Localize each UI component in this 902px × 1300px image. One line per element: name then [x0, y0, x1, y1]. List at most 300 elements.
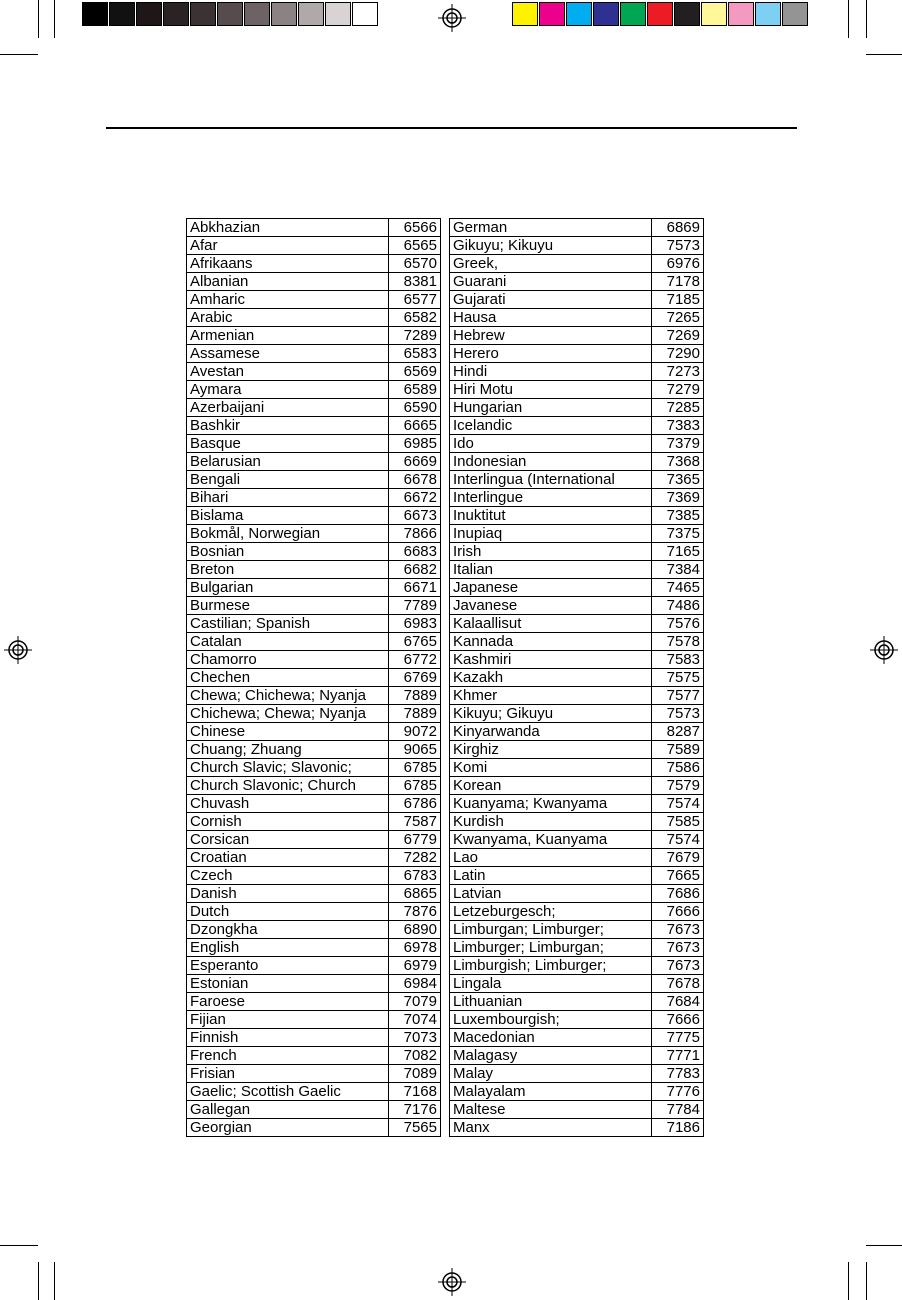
language-name: Limburgish; Limburger;	[450, 957, 652, 975]
crop-mark	[38, 1262, 39, 1300]
table-row	[187, 903, 441, 921]
language-name: Castilian; Spanish	[187, 615, 389, 633]
language-code: 6785	[389, 777, 441, 795]
language-code: 7273	[652, 363, 704, 381]
crop-mark	[866, 0, 867, 38]
table-row	[187, 669, 441, 687]
table-row	[187, 579, 441, 597]
language-code: 7573	[652, 237, 704, 255]
language-code: 7789	[389, 597, 441, 615]
registration-mark-icon	[870, 636, 898, 664]
table-row	[187, 1119, 441, 1137]
table-row	[450, 219, 704, 237]
color-swatch	[271, 2, 297, 26]
color-swatch	[136, 2, 162, 26]
table-row	[187, 687, 441, 705]
table-row	[450, 669, 704, 687]
table-row	[187, 975, 441, 993]
table-row	[187, 399, 441, 417]
language-name: Limburger; Limburgan;	[450, 939, 652, 957]
language-name: Inupiaq	[450, 525, 652, 543]
language-name: Javanese	[450, 597, 652, 615]
language-code: 6577	[389, 291, 441, 309]
table-row	[187, 651, 441, 669]
table-row	[450, 435, 704, 453]
language-code: 6672	[389, 489, 441, 507]
language-name: Bengali	[187, 471, 389, 489]
language-code: 7575	[652, 669, 704, 687]
language-name: Czech	[187, 867, 389, 885]
language-code: 7578	[652, 633, 704, 651]
table-row	[450, 723, 704, 741]
language-name: Croatian	[187, 849, 389, 867]
registration-mark-icon	[4, 636, 32, 664]
language-name: Kazakh	[450, 669, 652, 687]
language-code: 7866	[389, 525, 441, 543]
table-row	[450, 1011, 704, 1029]
table-row	[187, 1047, 441, 1065]
table-row	[187, 957, 441, 975]
table-row	[187, 759, 441, 777]
table-row	[187, 417, 441, 435]
language-name: Gujarati	[450, 291, 652, 309]
language-name: Chichewa; Chewa; Nyanja	[187, 705, 389, 723]
language-code: 7385	[652, 507, 704, 525]
language-code-table-left	[186, 218, 441, 1137]
table-row	[187, 237, 441, 255]
language-code: 6983	[389, 615, 441, 633]
language-name: Manx	[450, 1119, 652, 1137]
table-row	[187, 543, 441, 561]
language-code: 7587	[389, 813, 441, 831]
language-code: 7665	[652, 867, 704, 885]
language-name: Khmer	[450, 687, 652, 705]
color-swatch	[298, 2, 324, 26]
table-row	[450, 651, 704, 669]
language-code: 7269	[652, 327, 704, 345]
language-code: 7684	[652, 993, 704, 1011]
language-code: 6783	[389, 867, 441, 885]
language-code: 7784	[652, 1101, 704, 1119]
language-name: Letzeburgesch;	[450, 903, 652, 921]
color-swatch	[755, 2, 781, 26]
process-color-bar	[512, 2, 809, 26]
color-swatch	[512, 2, 538, 26]
language-name: Interlingue	[450, 489, 652, 507]
color-swatch	[728, 2, 754, 26]
language-code: 6569	[389, 363, 441, 381]
language-code: 6582	[389, 309, 441, 327]
language-code: 7586	[652, 759, 704, 777]
table-row	[187, 453, 441, 471]
language-name: Malayalam	[450, 1083, 652, 1101]
language-code: 7282	[389, 849, 441, 867]
language-name: Kikuyu; Gikuyu	[450, 705, 652, 723]
language-code: 7574	[652, 831, 704, 849]
table-row	[450, 1101, 704, 1119]
table-row	[450, 525, 704, 543]
language-name: Limburgan; Limburger;	[450, 921, 652, 939]
crop-mark	[0, 1245, 38, 1246]
table-row	[187, 1065, 441, 1083]
language-code: 7375	[652, 525, 704, 543]
language-name: Frisian	[187, 1065, 389, 1083]
table-row	[450, 417, 704, 435]
language-name: Kashmiri	[450, 651, 652, 669]
language-name: Malay	[450, 1065, 652, 1083]
table-row	[187, 741, 441, 759]
language-name: Fijian	[187, 1011, 389, 1029]
language-name: Japanese	[450, 579, 652, 597]
language-name: Arabic	[187, 309, 389, 327]
language-code: 7576	[652, 615, 704, 633]
table-row	[187, 219, 441, 237]
table-row	[187, 327, 441, 345]
language-code: 8381	[389, 273, 441, 291]
table-row	[187, 615, 441, 633]
table-row	[187, 885, 441, 903]
table-row	[187, 363, 441, 381]
language-code: 6985	[389, 435, 441, 453]
language-code: 6978	[389, 939, 441, 957]
language-name: Latin	[450, 867, 652, 885]
crop-mark	[54, 0, 55, 38]
language-code: 6682	[389, 561, 441, 579]
table-row	[187, 381, 441, 399]
language-name: Avestan	[187, 363, 389, 381]
table-row	[187, 471, 441, 489]
language-name: Bislama	[187, 507, 389, 525]
language-name: Komi	[450, 759, 652, 777]
language-code: 7573	[652, 705, 704, 723]
language-name: Greek,	[450, 255, 652, 273]
table-row	[450, 885, 704, 903]
table-row	[450, 1029, 704, 1047]
color-swatch	[325, 2, 351, 26]
language-name: Kirghiz	[450, 741, 652, 759]
table-row	[187, 291, 441, 309]
language-name: Chewa; Chichewa; Nyanja	[187, 687, 389, 705]
language-code: 7486	[652, 597, 704, 615]
color-swatch	[244, 2, 270, 26]
table-row	[187, 309, 441, 327]
language-name: Luxembourgish;	[450, 1011, 652, 1029]
language-code: 6678	[389, 471, 441, 489]
language-code: 7384	[652, 561, 704, 579]
language-name: Bulgarian	[187, 579, 389, 597]
language-code: 6673	[389, 507, 441, 525]
language-code: 6779	[389, 831, 441, 849]
language-name: Church Slavonic; Church	[187, 777, 389, 795]
color-swatch	[217, 2, 243, 26]
table-row	[187, 561, 441, 579]
language-name: Chuang; Zhuang	[187, 741, 389, 759]
language-name: Abkhazian	[187, 219, 389, 237]
language-name: Estonian	[187, 975, 389, 993]
table-row	[450, 795, 704, 813]
color-swatch	[620, 2, 646, 26]
language-name: Indonesian	[450, 453, 652, 471]
grayscale-color-bar	[82, 2, 379, 26]
language-name: German	[450, 219, 652, 237]
table-row	[187, 705, 441, 723]
crop-mark	[54, 1262, 55, 1300]
language-name: Hebrew	[450, 327, 652, 345]
table-row	[450, 309, 704, 327]
language-code: 8287	[652, 723, 704, 741]
language-name: Kwanyama, Kuanyama	[450, 831, 652, 849]
language-name: Irish	[450, 543, 652, 561]
language-name: Aymara	[187, 381, 389, 399]
table-row	[187, 345, 441, 363]
color-swatch	[163, 2, 189, 26]
language-name: Bosnian	[187, 543, 389, 561]
language-name: Dutch	[187, 903, 389, 921]
language-code: 7465	[652, 579, 704, 597]
table-row	[187, 633, 441, 651]
language-name: Church Slavic; Slavonic;	[187, 759, 389, 777]
language-code: 6786	[389, 795, 441, 813]
table-row	[450, 597, 704, 615]
table-row	[450, 237, 704, 255]
table-row	[450, 831, 704, 849]
language-code: 6865	[389, 885, 441, 903]
language-code: 6772	[389, 651, 441, 669]
registration-mark-icon	[438, 4, 466, 32]
language-name: Chinese	[187, 723, 389, 741]
table-row	[450, 687, 704, 705]
language-code: 6665	[389, 417, 441, 435]
language-code: 7889	[389, 705, 441, 723]
language-code: 6566	[389, 219, 441, 237]
language-code: 6570	[389, 255, 441, 273]
language-code: 7285	[652, 399, 704, 417]
table-row	[187, 273, 441, 291]
table-row	[450, 993, 704, 1011]
language-code: 6890	[389, 921, 441, 939]
language-name: Albanian	[187, 273, 389, 291]
language-name: Kuanyama; Kwanyama	[450, 795, 652, 813]
language-code: 9065	[389, 741, 441, 759]
language-name: Belarusian	[187, 453, 389, 471]
table-row	[187, 1029, 441, 1047]
language-name: Bokmål, Norwegian	[187, 525, 389, 543]
table-row	[450, 327, 704, 345]
language-name: Macedonian	[450, 1029, 652, 1047]
table-row	[450, 705, 704, 723]
language-code: 7279	[652, 381, 704, 399]
language-name: Faroese	[187, 993, 389, 1011]
language-name: Hausa	[450, 309, 652, 327]
table-row	[450, 759, 704, 777]
color-swatch	[593, 2, 619, 26]
table-row	[187, 435, 441, 453]
language-code: 7185	[652, 291, 704, 309]
table-row	[450, 273, 704, 291]
crop-mark	[848, 1262, 849, 1300]
color-swatch	[566, 2, 592, 26]
language-code: 7178	[652, 273, 704, 291]
language-code: 7079	[389, 993, 441, 1011]
language-name: Bihari	[187, 489, 389, 507]
language-code: 6683	[389, 543, 441, 561]
table-row	[187, 1101, 441, 1119]
crop-mark	[866, 1245, 902, 1246]
language-code: 7074	[389, 1011, 441, 1029]
language-name: Catalan	[187, 633, 389, 651]
language-code-table-right	[449, 218, 704, 1137]
language-code: 7783	[652, 1065, 704, 1083]
table-row	[450, 849, 704, 867]
language-code: 6976	[652, 255, 704, 273]
language-code: 6869	[652, 219, 704, 237]
language-code: 7368	[652, 453, 704, 471]
language-code: 7775	[652, 1029, 704, 1047]
table-row	[450, 867, 704, 885]
table-row	[187, 507, 441, 525]
language-code: 6979	[389, 957, 441, 975]
language-code: 7583	[652, 651, 704, 669]
table-row	[187, 993, 441, 1011]
table-row	[450, 255, 704, 273]
table-row	[450, 633, 704, 651]
table-row	[187, 849, 441, 867]
language-name: Maltese	[450, 1101, 652, 1119]
language-code: 6669	[389, 453, 441, 471]
language-name: Italian	[450, 561, 652, 579]
language-code: 7666	[652, 1011, 704, 1029]
language-name: Chechen	[187, 669, 389, 687]
language-code: 7168	[389, 1083, 441, 1101]
language-code: 6765	[389, 633, 441, 651]
color-swatch	[352, 2, 378, 26]
language-code: 6671	[389, 579, 441, 597]
crop-mark	[848, 0, 849, 38]
language-code: 7176	[389, 1101, 441, 1119]
language-code: 7776	[652, 1083, 704, 1101]
language-name: Chuvash	[187, 795, 389, 813]
language-name: Esperanto	[187, 957, 389, 975]
language-name: English	[187, 939, 389, 957]
table-row	[450, 1119, 704, 1137]
language-name: Armenian	[187, 327, 389, 345]
language-name: Georgian	[187, 1119, 389, 1137]
table-row	[187, 795, 441, 813]
table-row	[450, 777, 704, 795]
crop-mark	[866, 54, 902, 55]
language-code: 7089	[389, 1065, 441, 1083]
table-row	[450, 1047, 704, 1065]
language-name: Kinyarwanda	[450, 723, 652, 741]
language-code: 7290	[652, 345, 704, 363]
language-code: 7289	[389, 327, 441, 345]
language-name: Kurdish	[450, 813, 652, 831]
language-name: Corsican	[187, 831, 389, 849]
language-code: 7577	[652, 687, 704, 705]
language-name: Chamorro	[187, 651, 389, 669]
language-code: 7679	[652, 849, 704, 867]
table-row	[187, 525, 441, 543]
table-row	[187, 777, 441, 795]
language-code: 7565	[389, 1119, 441, 1137]
language-name: Azerbaijani	[187, 399, 389, 417]
language-name: Gallegan	[187, 1101, 389, 1119]
language-name: Danish	[187, 885, 389, 903]
table-row	[187, 597, 441, 615]
language-name: Bashkir	[187, 417, 389, 435]
language-name: French	[187, 1047, 389, 1065]
table-row	[450, 561, 704, 579]
table-row	[450, 615, 704, 633]
language-code: 9072	[389, 723, 441, 741]
language-code: 6583	[389, 345, 441, 363]
language-code: 6769	[389, 669, 441, 687]
language-name: Hungarian	[450, 399, 652, 417]
language-code: 7365	[652, 471, 704, 489]
language-name: Korean	[450, 777, 652, 795]
language-name: Latvian	[450, 885, 652, 903]
language-name: Cornish	[187, 813, 389, 831]
header-rule	[106, 127, 797, 129]
table-row	[450, 453, 704, 471]
table-row	[450, 489, 704, 507]
language-code: 7889	[389, 687, 441, 705]
language-code: 7771	[652, 1047, 704, 1065]
color-swatch	[109, 2, 135, 26]
color-swatch	[782, 2, 808, 26]
language-code: 7678	[652, 975, 704, 993]
color-swatch	[674, 2, 700, 26]
language-name: Interlingua (International	[450, 471, 652, 489]
language-name: Burmese	[187, 597, 389, 615]
language-code: 7673	[652, 957, 704, 975]
language-name: Amharic	[187, 291, 389, 309]
language-name: Afrikaans	[187, 255, 389, 273]
language-code: 7369	[652, 489, 704, 507]
table-row	[450, 975, 704, 993]
language-code: 6590	[389, 399, 441, 417]
language-code: 6984	[389, 975, 441, 993]
table-row	[450, 579, 704, 597]
language-name: Lithuanian	[450, 993, 652, 1011]
table-row	[450, 957, 704, 975]
language-name: Guarani	[450, 273, 652, 291]
language-name: Assamese	[187, 345, 389, 363]
table-row	[187, 813, 441, 831]
language-name: Hindi	[450, 363, 652, 381]
language-code: 7579	[652, 777, 704, 795]
language-code: 7073	[389, 1029, 441, 1047]
language-name: Gaelic; Scottish Gaelic	[187, 1083, 389, 1101]
language-code: 6565	[389, 237, 441, 255]
language-code: 7589	[652, 741, 704, 759]
language-code: 6589	[389, 381, 441, 399]
table-row	[450, 921, 704, 939]
language-code: 7379	[652, 435, 704, 453]
table-row	[187, 921, 441, 939]
language-code: 7186	[652, 1119, 704, 1137]
language-code: 7383	[652, 417, 704, 435]
table-row	[450, 939, 704, 957]
table-row	[187, 939, 441, 957]
table-row	[187, 831, 441, 849]
table-row	[450, 741, 704, 759]
language-code: 7082	[389, 1047, 441, 1065]
table-row	[450, 291, 704, 309]
language-code: 6785	[389, 759, 441, 777]
language-name: Dzongkha	[187, 921, 389, 939]
color-swatch	[539, 2, 565, 26]
